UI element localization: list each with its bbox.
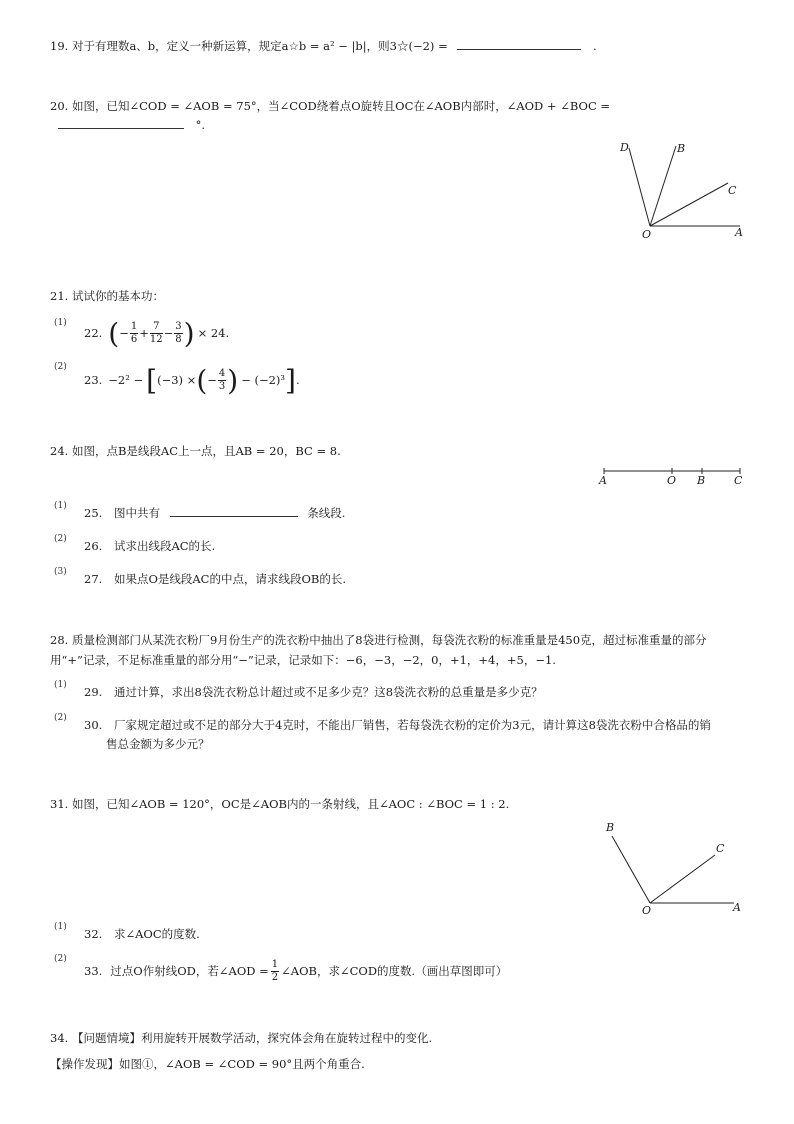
question-33 bbox=[84, 954, 507, 988]
question-30-line-2: 售总金额为多少元？ bbox=[106, 737, 210, 751]
question-number: 25. bbox=[84, 506, 103, 520]
question-21 bbox=[50, 288, 164, 304]
part-tag: (1) bbox=[54, 501, 67, 511]
question-26 bbox=[84, 538, 215, 554]
fraction-1: $\frac{1}{6}$ bbox=[130, 320, 138, 345]
question-number: 33. bbox=[84, 964, 103, 978]
label-o: O bbox=[642, 228, 652, 241]
label-a: A bbox=[733, 901, 741, 914]
label-c: C bbox=[716, 842, 725, 855]
part-tag: (2) bbox=[54, 713, 67, 723]
question-number: 22. bbox=[84, 326, 103, 340]
question-32 bbox=[84, 926, 200, 942]
open-paren: ( bbox=[108, 316, 120, 350]
expression-mid: (−3) × bbox=[157, 373, 197, 387]
question-text: 如图，点B是线段AC上一点，且AB = 20，BC = 8. bbox=[71, 444, 341, 458]
part-tag: (1) bbox=[54, 680, 67, 690]
question-20 bbox=[50, 98, 610, 114]
question-25 bbox=[84, 505, 345, 521]
question-number: 27. bbox=[84, 572, 103, 586]
close-paren: ) bbox=[227, 363, 239, 397]
question-text: 过点O作射线OD，若∠AOD = bbox=[110, 964, 269, 978]
ray-ob bbox=[612, 836, 650, 903]
question-tail: 条线段. bbox=[307, 506, 346, 520]
fraction: $\frac{4}{3}$ bbox=[218, 367, 226, 392]
question-number: 29. bbox=[84, 685, 103, 699]
part-tag: (2) bbox=[54, 954, 67, 964]
question-number: 30. bbox=[84, 718, 103, 732]
expression-head: −2² − bbox=[108, 373, 144, 387]
ray-od bbox=[629, 148, 650, 226]
label-b: B bbox=[697, 474, 706, 487]
angle-figure-q31 bbox=[600, 816, 750, 918]
ray-oc bbox=[650, 855, 715, 903]
answer-blank[interactable] bbox=[457, 38, 581, 50]
question-text: 厂家规定超过或不足的部分大于4克时，不能出厂销售，若每袋洗衣粉的定价为3元，请计算这8袋洗衣粉中合格品的销 bbox=[113, 718, 711, 732]
question-tail: °. bbox=[195, 118, 206, 132]
question-text: 试试你的基本功： bbox=[71, 289, 164, 303]
question-number: 21. bbox=[50, 289, 69, 303]
part-tag: (1) bbox=[54, 922, 67, 932]
segment-figure-q24 bbox=[594, 462, 750, 488]
question-text: 【问题情境】利用旋转开展数学活动，探究体会角在旋转过程中的变化. bbox=[71, 1031, 433, 1045]
label-b: B bbox=[677, 142, 686, 155]
question-text: 如图，已知∠COD = ∠AOB = 75°，当∠COD绕着点O旋转且OC在∠AOB内部时，∠AOD + ∠BOC = bbox=[71, 99, 611, 113]
close-bracket: ] bbox=[285, 363, 296, 397]
label-d: D bbox=[620, 141, 629, 154]
close-paren: ) bbox=[183, 316, 195, 350]
question-27 bbox=[84, 571, 346, 587]
question-24 bbox=[50, 443, 341, 459]
question-31 bbox=[50, 796, 509, 812]
expression-23: 23. −2² − [ (−3) × ( − $\frac{4}{3}$ ) − (−2)³ ] . bbox=[84, 363, 300, 397]
question-number: 20. bbox=[50, 99, 69, 113]
open-paren: ( bbox=[196, 363, 208, 397]
part-tag: (2) bbox=[54, 534, 67, 544]
question-tail: ∠AOB，求∠COD的度数.（画出草图即可） bbox=[281, 964, 508, 978]
expression-tail: × 24. bbox=[197, 326, 230, 340]
question-tail: . bbox=[593, 39, 597, 53]
angle-figure-q20 bbox=[600, 136, 760, 246]
answer-blank[interactable] bbox=[170, 505, 298, 517]
question-text: 图中共有 bbox=[113, 506, 160, 520]
question-number: 31. bbox=[50, 797, 69, 811]
label-b: B bbox=[606, 821, 615, 834]
part-tag: (2) bbox=[54, 362, 67, 372]
question-text: 对于有理数a、b，定义一种新运算，规定a☆b = a² − |b|，则3☆(−2) = bbox=[71, 39, 448, 53]
label-a: A bbox=[735, 226, 743, 239]
part-tag: (1) bbox=[54, 318, 67, 328]
expression-tail: − (−2)³ bbox=[241, 373, 286, 387]
fraction: $\frac{1}{2}$ bbox=[271, 958, 279, 983]
question-number: 26. bbox=[84, 539, 103, 553]
expression-end: . bbox=[295, 373, 300, 387]
expression-22: 22. ( − $\frac{1}{6}$ + $\frac{7}{12}$ − $\frac{3}{8}$ ) × 24. bbox=[84, 316, 230, 350]
question-text: 试求出线段AC的长. bbox=[113, 539, 216, 553]
question-number: 24. bbox=[50, 444, 69, 458]
label-c: C bbox=[734, 474, 743, 487]
question-text: 质量检测部门从某洗衣粉厂9月份生产的洗衣粉中抽出了8袋进行检测，每袋洗衣粉的标准重量是450克，超过标准重量的部分 bbox=[71, 633, 707, 647]
label-a: A bbox=[599, 474, 607, 487]
question-number: 28. bbox=[50, 633, 69, 647]
question-20-answer-line bbox=[58, 117, 205, 133]
label-o: O bbox=[642, 904, 652, 917]
question-29 bbox=[84, 684, 543, 700]
fraction-3: $\frac{3}{8}$ bbox=[175, 320, 182, 345]
question-28 bbox=[50, 632, 707, 648]
question-number: 23. bbox=[84, 373, 103, 387]
question-34-line-2: 【操作发现】如图①，∠AOB = ∠COD = 90°且两个角重合. bbox=[50, 1057, 365, 1071]
question-30 bbox=[84, 717, 711, 733]
question-text: 求∠AOC的度数. bbox=[113, 927, 200, 941]
question-28-line-2: 用“+”记录，不足标准重量的部分用“−”记录，记录如下：−6，−3，−2，0，+1，+4，+5，−1. bbox=[50, 653, 556, 667]
question-number: 32. bbox=[84, 927, 103, 941]
question-number: 34. bbox=[50, 1031, 69, 1045]
part-tag: (3) bbox=[54, 567, 67, 577]
question-text: 如图，已知∠AOB = 120°，OC是∠AOB内的一条射线，且∠AOC : ∠BOC = 1 : 2. bbox=[71, 797, 510, 811]
question-number: 19. bbox=[50, 39, 69, 53]
question-34 bbox=[50, 1030, 432, 1046]
question-text: 通过计算，求出8袋洗衣粉总计超过或不足多少克？这8袋洗衣粉的总重量是多少克？ bbox=[113, 685, 543, 699]
question-text: 如果点O是线段AC的中点，请求线段OB的长. bbox=[113, 572, 347, 586]
open-bracket: [ bbox=[146, 363, 158, 397]
fraction-2: $\frac{7}{12}$ bbox=[149, 320, 163, 345]
label-o: O bbox=[667, 474, 677, 487]
label-c: C bbox=[728, 184, 737, 197]
answer-blank[interactable] bbox=[58, 117, 184, 129]
question-19 bbox=[50, 38, 597, 54]
